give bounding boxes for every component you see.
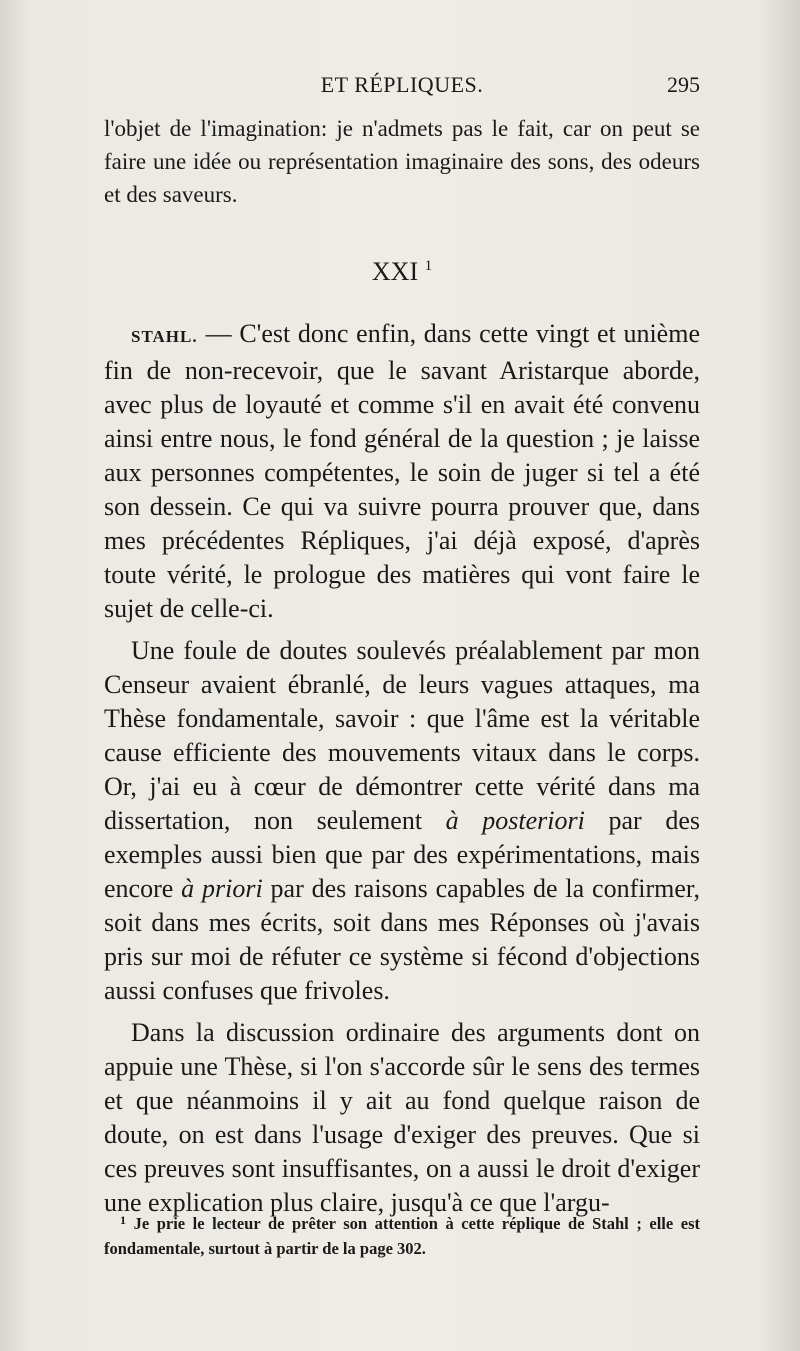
footnote-text: Je prie le lecteur de prêter son attention à cette réplique de Stahl ; elle est fondamentale, surtout à partir de la page 302. xyxy=(104,1214,700,1258)
paragraph-3-emphasis-1: à posteriori xyxy=(445,806,585,835)
page-header xyxy=(104,72,700,104)
section-heading xyxy=(104,249,700,289)
paragraph-2 xyxy=(104,317,700,626)
paragraph-3 xyxy=(104,634,700,1008)
paragraph-4: Dans la discussion ordinaire des arguments dont on appuie une Thèse, si l'on s'accorde sûr le sens des termes et que néanmoins il y ait au fond quelque raison de doute, on est dans l'usage d'exiger des preuves. Que si ces preuves sont insuffisantes, on a aussi le droit d'exiger une explication plus claire, jusqu'à ce que l'argu- xyxy=(104,1018,700,1217)
paragraph-3-part-b: par des exemples aussi bien que par des expérimentations, mais encore xyxy=(104,806,700,903)
footnote xyxy=(104,1208,700,1261)
paragraph-2-text: — C'est donc enfin, dans cette vingt et unième fin de non-recevoir, que le savant Aristarque aborde, avec plus de loyauté et comme s'il en avait été convenu ainsi entre nous, le fond général de la question ; je laisse aux personnes compétentes, le soin de juger si tel a été son dessein. Ce qui va suivre pourra prouver que, dans mes précédentes Répliques, j'ai déjà exposé, d'après toute vérité, le prologue des matières qui vont faire le sujet de celle-ci. xyxy=(104,319,700,623)
paragraph-1: l'objet de l'imagination: je n'admets pas le fait, car on peut se faire une idée ou représentation imaginaire des sons, des odeurs et des saveurs. xyxy=(104,116,700,207)
paragraph-3-emphasis-2: à priori xyxy=(181,874,263,903)
running-head: ET RÉPLIQUES. xyxy=(320,72,484,97)
section-number: XXI xyxy=(371,257,419,286)
page-number: 295 xyxy=(667,72,700,97)
footnote-reference: 1 xyxy=(424,258,433,274)
paragraph-3-part-a: Une foule de doutes soulevés préalablement par mon Censeur avaient ébranlé, de leurs vagues attaques, ma Thèse fondamentale, savoir : que l'âme est la véritable cause efficiente des mouvements vitaux dans le corps. Or, j'ai eu à cœur de démontrer cette vérité dans ma dissertation, non seulement xyxy=(104,636,700,835)
paragraph-3-part-c: par des raisons capables de la confirmer, soit dans mes écrits, soit dans mes Réponses où j'avais pris sur moi de réfuter ce système si fécond d'objections aussi confuses que frivoles. xyxy=(104,874,700,1005)
body-text xyxy=(104,112,700,1220)
speaker-name: STAHL. xyxy=(131,327,198,346)
footnote-marker: 1 xyxy=(120,1213,126,1227)
